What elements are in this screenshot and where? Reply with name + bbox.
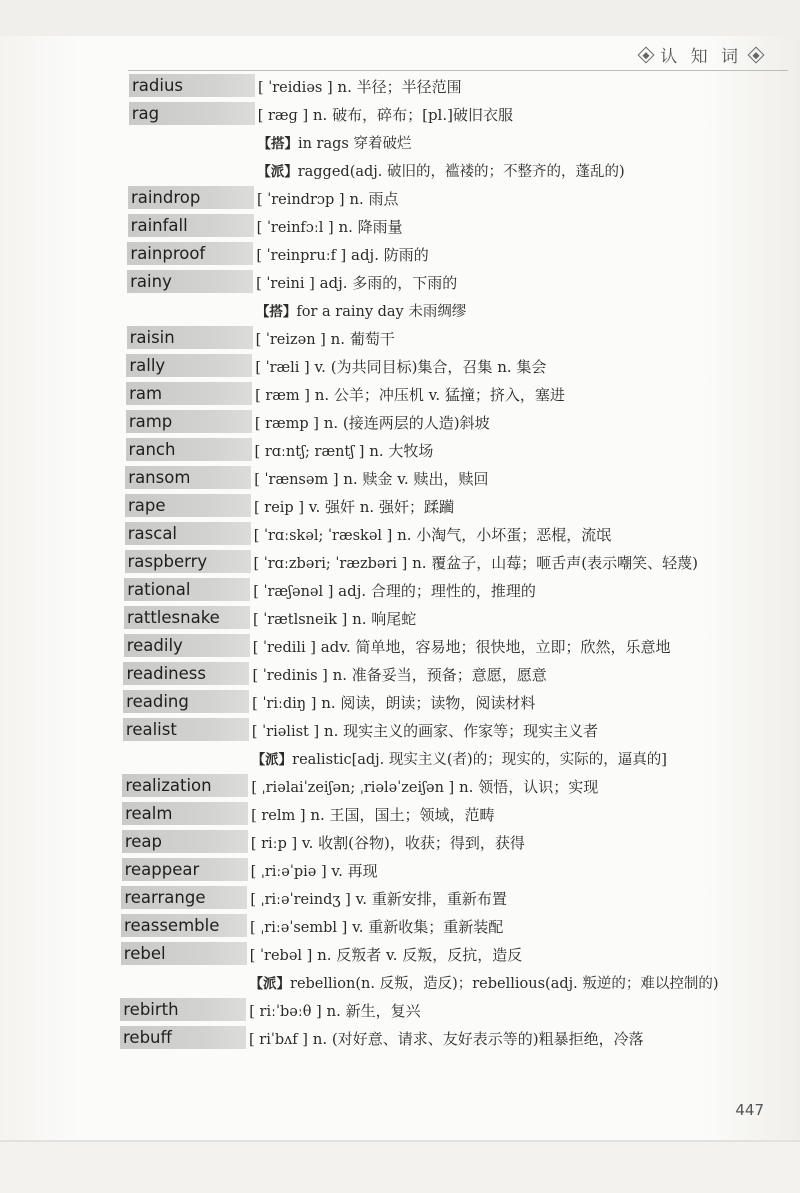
entry-row [0,772,800,800]
headword: ramp [126,410,252,433]
gloss: n. 赎金 v. 赎出，赎回 [343,470,489,488]
headword: raspberry [125,550,251,573]
entry-row [0,212,800,240]
phonetic: [ riːp ] [250,836,298,852]
definition [258,76,462,97]
section-title: 认 知 词 [660,47,742,67]
headword: raindrop [128,186,254,209]
gloss: n. 领悟，认识；实现 [459,778,599,796]
headword: rational [124,578,250,601]
note-row [0,296,800,324]
entry-row [0,632,800,660]
phonetic: [ ˈriːdiŋ ] [252,696,317,712]
usage-note [257,160,624,181]
definition [254,524,612,545]
section-header [640,42,762,67]
gloss: v. 再现 [331,862,378,880]
phonetic: [ ˈreindrɔp ] [256,192,345,208]
entry-list [0,72,800,1052]
headword: reading [123,690,249,713]
entry-row [0,800,800,828]
usage-note [252,748,667,769]
phonetic: [ ræm ] [255,388,310,404]
definition [255,356,546,377]
definition [252,692,535,713]
gloss: n. 大牧场 [369,442,434,460]
entry-row [0,72,800,100]
definition [258,104,513,125]
phonetic: [ relm ] [251,808,306,824]
definition [250,916,503,937]
entry-row [0,324,800,352]
definition [257,188,399,209]
gloss: n. 破布，碎布；[pl.]破旧衣服 [312,106,513,124]
phonetic: [ ˌriːəˈreindʒ ] [250,892,351,908]
entry-row [0,492,800,520]
gloss: adj. 合理的；理性的，推理的 [338,582,536,600]
headword: rally [126,354,252,377]
phonetic: [ riˈbʌf ] [249,1032,308,1048]
entry-row [0,828,800,856]
gloss: n. 准备妥当，预备；意愿，愿意 [332,666,547,684]
note-text: ragged(adj. 破旧的，褴褛的；不整齐的，蓬乱的) [297,164,625,180]
note-row [0,156,800,184]
gloss: adv. 简单地，容易地；很快地，立即；欣然，乐意地 [320,638,671,656]
entry-row [0,268,800,296]
entry-row [0,436,800,464]
headword: rattlesnake [124,606,250,629]
headword: radius [129,74,255,97]
headword: rebel [121,942,247,965]
gloss: v. 重新收集；重新装配 [352,918,504,936]
definition [251,804,494,825]
headword: readiness [123,662,249,685]
phonetic: [ ˈreizən ] [255,332,326,348]
usage-note [257,132,411,153]
definition [254,496,454,517]
phonetic: [ ˈreidiəs ] [258,80,333,96]
gloss: adj. 防雨的 [351,246,429,264]
entry-row [0,884,800,912]
phonetic: [ ˈredili ] [252,640,316,656]
entry-row [0,408,800,436]
phonetic: [ ræmp ] [254,416,319,432]
entry-row [0,464,800,492]
gloss: n. 覆盆子，山莓；咂舌声(表示嘲笑、轻蔑) [412,554,698,572]
headword: rascal [125,522,251,545]
entry-row [0,184,800,212]
phonetic: [ ræɡ ] [257,108,309,124]
usage-note [256,300,466,321]
definition [252,664,546,685]
gloss: n. (接连两层的人造)斜坡 [323,414,490,432]
page-number: 447 [735,1101,764,1119]
headword: rebuff [120,1026,246,1049]
definition [255,412,490,433]
entry-row [0,100,800,128]
entry-row [0,604,800,632]
definition [257,216,403,237]
headword: ram [126,382,252,405]
bottom-margin [0,1142,800,1193]
entry-row [0,240,800,268]
headword: rebirth [120,998,246,1021]
definition [256,328,395,349]
definition [253,580,536,601]
gloss: n. 反叛者 v. 反叛，反抗，造反 [317,946,523,964]
headword: ransom [125,466,251,489]
headword: realist [123,718,249,741]
phonetic: [ ˈræʃənəl ] [253,584,334,600]
gloss: v. (为共同目标)集合，召集 n. 集会 [314,358,547,376]
note-text: in rags 穿着破烂 [297,136,412,152]
diamond-right-icon [748,46,765,63]
entry-row [0,716,800,744]
definition [249,1000,420,1021]
entry-row [0,1024,800,1052]
entry-row [0,352,800,380]
phonetic: [ ˈræli ] [255,360,310,376]
phonetic: [ ˈreini ] [256,276,315,292]
gloss: n. 小淘气，小坏蛋；恶棍，流氓 [397,526,612,544]
headword: reassemble [121,914,247,937]
phonetic: [ ˈreinfɔːl ] [256,220,334,236]
gloss: n. 新生，复兴 [326,1002,421,1020]
phonetic: [ rɑːntʃ; ræntʃ ] [254,444,365,460]
gloss: n. (对好意、请求、友好表示等的)粗暴拒绝，冷落 [312,1030,644,1048]
gloss: n. 雨点 [349,190,399,208]
top-margin [0,0,800,36]
note-row [0,744,800,772]
phonetic: [ ˈrɑːzbəri; ˈræzbəri ] [253,556,408,572]
headword: raisin [127,326,253,349]
definition [251,776,598,797]
definition [255,440,434,461]
phonetic: [ ˈredinis ] [252,668,328,684]
note-tag: 【派】 [257,164,298,180]
gloss: n. 半径；半径范围 [337,78,462,96]
headword: rainy [127,270,253,293]
definition [254,468,488,489]
entry-row [0,380,800,408]
gloss: adj. 多雨的，下雨的 [319,274,458,292]
phonetic: [ ˌriːəˈpiə ] [250,864,327,880]
note-tag: 【派】 [249,976,291,992]
phonetic: [ ˌriːəˈsembl ] [250,920,348,936]
headword: realization [122,774,248,797]
note-row [0,968,800,996]
note-tag: 【派】 [251,752,293,768]
definition [250,888,507,909]
entry-row [0,576,800,604]
phonetic: [ reip ] [254,500,304,516]
headword: rape [125,494,251,517]
entry-row [0,688,800,716]
gloss: n. 公羊；冲压机 v. 猛撞；挤入，塞进 [314,386,565,404]
note-text: realistic[adj. 现实主义(者)的；现实的，实际的，逼真的] [292,752,667,768]
gloss: n. 葡萄干 [330,330,395,348]
definition [253,608,416,629]
usage-note [250,972,719,993]
headword: reappear [122,858,248,881]
header-rule [128,70,788,71]
headword: reap [122,830,248,853]
gloss: n. 响尾蛇 [352,610,417,628]
gloss: n. 王国，国土；领域，范畴 [310,806,495,824]
entry-row [0,520,800,548]
phonetic: [ ˈreinpruːf ] [256,248,347,264]
gloss: v. 重新安排，重新布置 [355,890,507,908]
definition [251,832,525,853]
entry-row [0,548,800,576]
definition [251,860,378,881]
entry-row [0,856,800,884]
gloss: v. 强奸 n. 强奸；蹂躏 [308,498,454,516]
phonetic: [ ˌriəlaiˈzeiʃən; ˌriələˈzeiʃən ] [251,780,455,796]
gloss: v. 收割(谷物)，收获；得到，获得 [301,834,525,852]
gloss: n. 阅读，朗读；读物，阅读材料 [321,694,536,712]
phonetic: [ ˈrɑːskəl; ˈræskəl ] [253,528,393,544]
entry-row [0,996,800,1024]
headword: rag [129,102,255,125]
note-tag: 【搭】 [257,136,298,152]
phonetic: [ riːˈbəːθ ] [249,1004,322,1020]
definition [249,1028,644,1049]
entry-row [0,940,800,968]
diamond-left-icon [638,46,655,63]
phonetic: [ ˈrænsəm ] [254,472,339,488]
definition [250,944,523,965]
gloss: n. 现实主义的画家、作家等；现实主义者 [323,722,599,740]
definition [253,636,671,657]
phonetic: [ ˈrætlsneik ] [252,612,348,628]
gloss: n. 降雨量 [338,218,403,236]
headword: rearrange [121,886,247,909]
definition [256,272,457,293]
definition [254,552,699,573]
headword: rainfall [128,214,254,237]
entry-row [0,660,800,688]
definition [252,720,598,741]
definition [256,244,428,265]
headword: readily [124,634,250,657]
note-tag: 【搭】 [255,304,297,320]
entry-row [0,912,800,940]
phonetic: [ ˈriəlist ] [251,724,320,740]
phonetic: [ ˈrebəl ] [249,948,313,964]
headword: ranch [126,438,252,461]
note-text: rebellion(n. 反叛，造反)；rebellious(adj. 叛逆的；难以控制的) [290,976,719,992]
note-text: for a rainy day 未雨绸缪 [296,304,467,320]
note-row [0,128,800,156]
headword: realm [122,802,248,825]
headword: rainproof [127,242,253,265]
definition [255,384,565,405]
